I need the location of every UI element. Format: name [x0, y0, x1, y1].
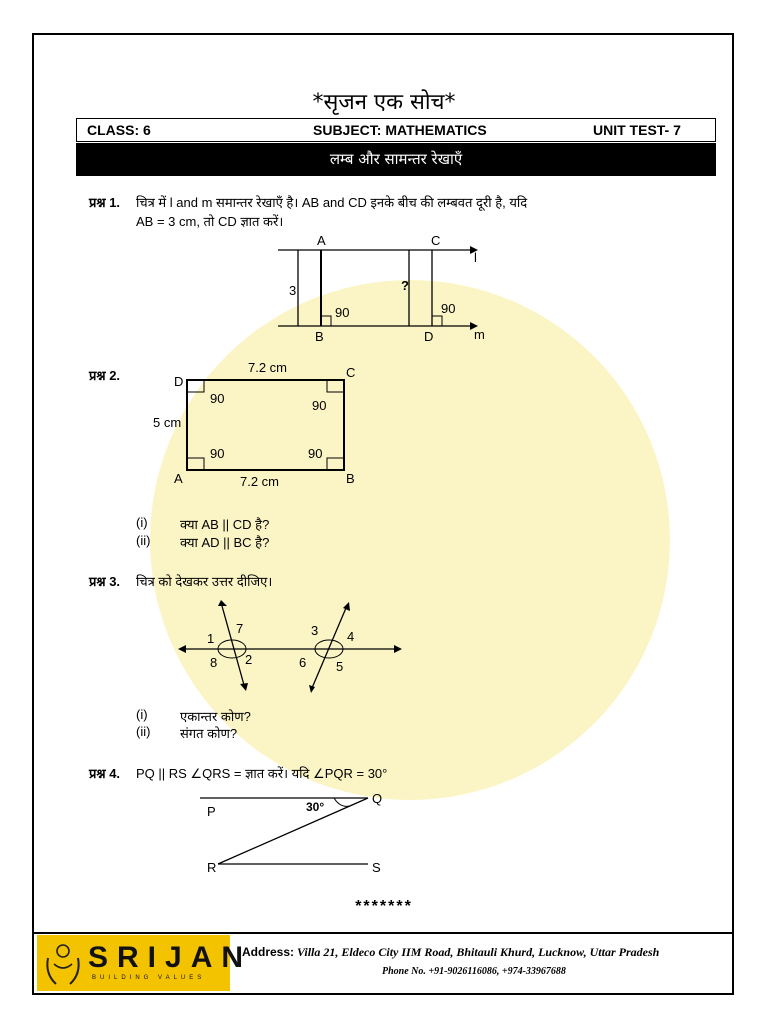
q2-sub-2-text: क्या AD || BC है?	[180, 535, 270, 550]
hands-logo-icon	[40, 938, 86, 988]
q2-sub-1-num: (i)	[136, 515, 148, 530]
angle-6: 6	[299, 655, 307, 670]
q4-label: प्रश्न 4.	[89, 766, 121, 781]
transversal-1	[222, 606, 244, 685]
label-d: D	[174, 374, 184, 389]
base-line-arrow-right	[394, 645, 402, 653]
label-b: B	[346, 471, 355, 486]
angle-d: 90	[210, 391, 225, 406]
label-m: m	[474, 327, 485, 342]
right-angle-b	[327, 458, 344, 470]
transversal-2-arrow-bottom	[309, 685, 315, 693]
topic-banner: लम्ब और सामन्तर रेखाएँ	[76, 143, 716, 176]
base-line-arrow-left	[178, 645, 186, 653]
end-stars: *******	[355, 898, 413, 915]
angle-b: 90	[308, 446, 323, 461]
q3-sub-1-num: (i)	[136, 707, 148, 722]
angle-a: 90	[210, 446, 225, 461]
label-c: C	[346, 365, 356, 380]
q3-sub-2-text: संगत कोण?	[180, 726, 238, 741]
side-length: 5 cm	[153, 415, 182, 430]
q1-label: प्रश्न 1.	[89, 195, 121, 210]
angle-pqr-value: 30°	[306, 800, 325, 814]
transversal-2-arrow-top	[343, 602, 350, 611]
label-l: l	[474, 250, 477, 265]
label-s: S	[372, 860, 381, 875]
transversal-1-arrow-bottom	[240, 683, 248, 691]
angle-3: 3	[311, 623, 319, 638]
label-d: D	[424, 329, 434, 344]
top-length: 7.2 cm	[248, 360, 288, 375]
transversal-1-arrow-top	[218, 600, 227, 606]
right-angle-b	[321, 316, 331, 326]
label-a: A	[317, 233, 326, 248]
address	[242, 945, 659, 960]
label-a: A	[174, 471, 183, 486]
bottom-length: 7.2 cm	[240, 474, 280, 489]
q3-text: चित्र को देखकर उत्तर दीजिए।	[136, 574, 273, 589]
angle-c: 90	[312, 398, 327, 413]
label-r: R	[207, 860, 217, 875]
q4-figure	[200, 791, 382, 875]
transversal-2	[312, 608, 346, 688]
label-ab-length: 3	[289, 283, 297, 298]
q3-sub-2-num: (ii)	[136, 724, 151, 739]
angle-7: 7	[236, 621, 244, 636]
q4-text: PQ || RS ∠QRS = ज्ञात करें। यदि ∠PQR = 30°	[136, 766, 388, 781]
test-label: UNIT TEST- 7	[593, 122, 681, 138]
q1-line1: चित्र में l and m समान्तर रेखाएँ है। AB and CD इनके बीच की लम्बवत दूरी है, यदि	[136, 195, 528, 210]
angle-2: 2	[245, 652, 253, 667]
q3-figure	[178, 600, 402, 693]
phone-numbers: Phone No. +91-9026116086, +974-33967688	[382, 966, 566, 977]
q2-sub-2-num: (ii)	[136, 533, 151, 548]
angle-8: 8	[210, 655, 218, 670]
class-label: CLASS: 6	[87, 122, 151, 138]
angle-4: 4	[347, 629, 355, 644]
address-key: Address:	[242, 945, 295, 959]
right-angle-c	[327, 380, 344, 392]
label-c: C	[431, 233, 441, 248]
page-title: *सृजन एक सोच*	[312, 90, 456, 115]
address-text: Villa 21, Eldeco City IIM Road, Bhitauli Khurd, Lucknow, Uttar Pradesh	[297, 945, 660, 959]
right-angle-d	[432, 316, 442, 326]
q1-figure	[278, 233, 485, 344]
q3-label: प्रश्न 3.	[89, 574, 121, 589]
angle-5: 5	[336, 659, 344, 674]
footer-divider	[34, 932, 732, 934]
angle-1: 1	[207, 631, 215, 646]
line-qr	[218, 798, 368, 864]
label-q: Q	[372, 791, 383, 806]
right-angle-a	[187, 458, 204, 470]
logo-text: SRIJAN	[88, 941, 253, 974]
label-unknown: ?	[401, 278, 409, 293]
logo-tagline: BUILDING VALUES	[92, 975, 206, 981]
right-angle-d	[187, 380, 204, 392]
angle-arc-pqr	[334, 798, 350, 806]
q2-figure	[153, 360, 355, 489]
angle-d: 90	[441, 301, 456, 316]
subject-label: SUBJECT: MATHEMATICS	[313, 122, 487, 138]
label-p: P	[207, 804, 216, 819]
angle-b: 90	[335, 305, 350, 320]
q2-sub-1-text: क्या AB || CD है?	[180, 517, 270, 532]
q3-sub-1-text: एकान्तर कोण?	[180, 709, 251, 724]
label-b: B	[315, 329, 324, 344]
q1-line2: AB = 3 cm, तो CD ज्ञात करें।	[136, 214, 284, 229]
q2-label: प्रश्न 2.	[89, 368, 121, 383]
